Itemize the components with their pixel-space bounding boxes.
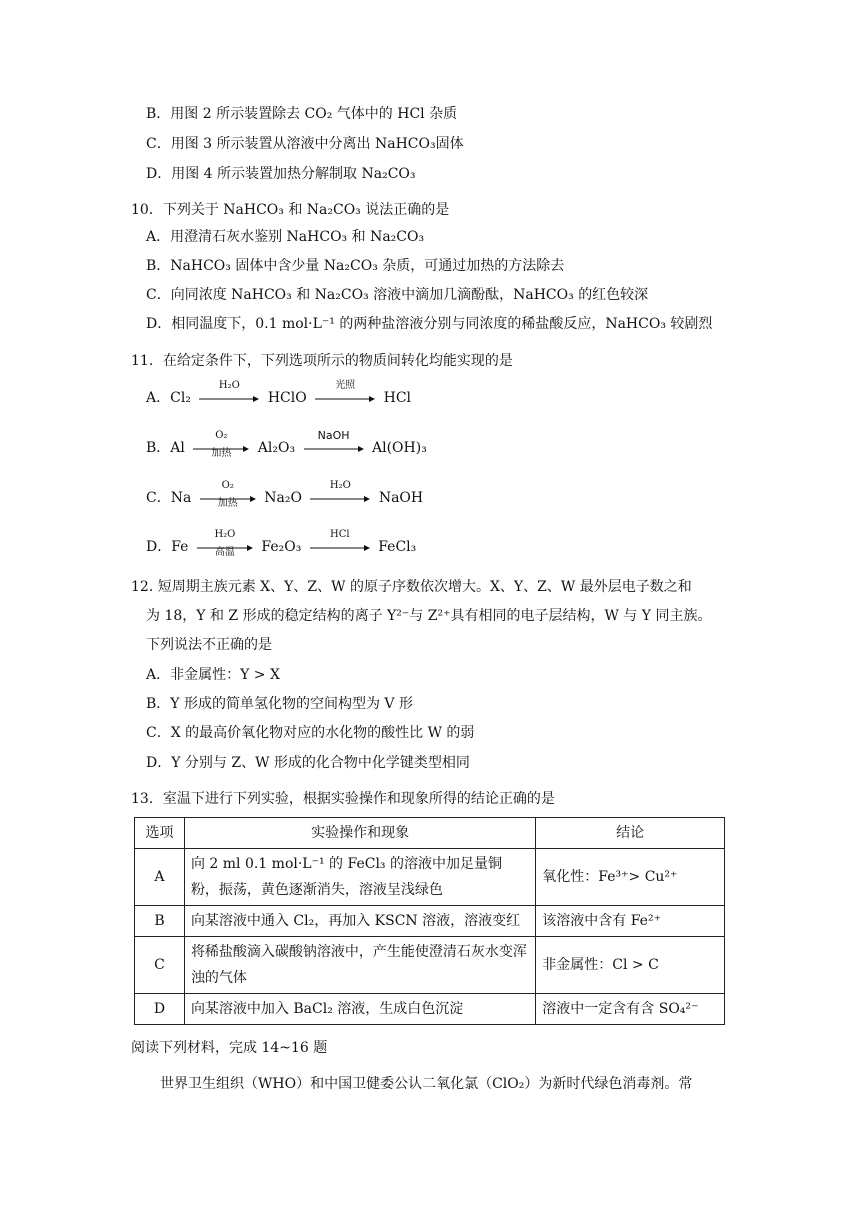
q12-stem-line-3: 下列说法不正确的是 — [146, 637, 272, 653]
option-label: A． — [146, 390, 171, 406]
condition-label: O₂ — [221, 480, 234, 491]
species: HCl — [383, 390, 412, 406]
q10-option-b: B．NaHCO₃ 固体中含少量 Na₂CO₃ 杂质，可通过加热的方法除去 — [146, 258, 565, 274]
reaction-arrow — [200, 480, 256, 509]
condition-label: NaOH — [317, 429, 350, 442]
table-row — [135, 906, 725, 937]
option-cell: A — [135, 849, 185, 906]
column-header: 实验操作和现象 — [184, 818, 535, 849]
q10-option-c: C．向同浓度 NaHCO₃ 和 Na₂CO₃ 溶液中滴加几滴酚酞，NaHCO₃ 的红色较深 — [146, 287, 649, 303]
option-label: D． — [146, 539, 172, 555]
species: FeCl₃ — [378, 539, 417, 555]
reaction-arrow — [199, 380, 259, 408]
condition-label: H₂O — [329, 480, 351, 491]
species: HClO — [267, 390, 307, 406]
q11-option-d — [146, 529, 417, 558]
table-row — [135, 994, 725, 1025]
q12-stem-line-2: 为 18，Y 和 Z 形成的稳定结构的离子 Y²⁻与 Z²⁺具有相同的电子层结构，W 与 Y 同主族。 — [146, 608, 712, 624]
q9-option-b: B．用图 2 所示装置除去 CO₂ 气体中的 HCl 杂质 — [146, 106, 458, 122]
reading-paragraph: 世界卫生组织（WHO）和中国卫健委公认二氧化氯（ClO₂）为新时代绿色消毒剂。常 — [160, 1076, 693, 1092]
table-header-row — [135, 818, 725, 849]
condition-label: H₂O — [218, 380, 240, 391]
q9-option-c: C．用图 3 所示装置从溶液中分离出 NaHCO₃固体 — [146, 136, 464, 152]
species: Fe — [171, 539, 189, 555]
operation-cell: 向某溶液中通入 Cl₂，再加入 KSCN 溶液，溶液变红 — [184, 906, 535, 937]
option-cell: B — [135, 906, 185, 937]
species: Al — [170, 440, 185, 456]
option-label: C． — [146, 490, 171, 506]
species: NaOH — [378, 490, 424, 506]
condition-label: 高温 — [214, 547, 235, 558]
operation-cell: 将稀盐酸滴入碳酸钠溶液中，产生能使澄清石灰水变浑浊的气体 — [184, 937, 535, 994]
condition-label: HCl — [329, 529, 350, 540]
condition-label: 光照 — [335, 380, 356, 391]
reaction-arrow — [310, 529, 370, 557]
table-row — [135, 849, 725, 906]
q12-option-b: B．Y 形成的简单氢化物的空间构型为 V 形 — [146, 696, 413, 712]
reaction-arrow — [197, 529, 253, 558]
option-label: B． — [146, 440, 171, 456]
q12-stem-line-1: 12. 短周期主族元素 X、Y、Z、W 的原子序数依次增大。X、Y、Z、W 最外层电子数之和 — [131, 579, 692, 595]
reaction-arrow — [304, 429, 364, 458]
reaction-arrow — [193, 430, 249, 459]
condition-label: 加热 — [211, 448, 232, 459]
operation-cell: 向某溶液中加入 BaCl₂ 溶液，生成白色沉淀 — [184, 994, 535, 1025]
q11-option-a — [146, 380, 412, 408]
option-cell: C — [135, 937, 185, 994]
q12-option-a: A．非金属性：Y > X — [146, 667, 280, 683]
q11-stem: 11．在给定条件下，下列选项所示的物质间转化均能实现的是 — [131, 353, 513, 369]
conclusion-cell: 该溶液中含有 Fe²⁺ — [536, 906, 725, 937]
reaction-arrow — [315, 380, 375, 408]
q11-option-b — [146, 429, 427, 459]
q10-option-a: A．用澄清石灰水鉴别 NaHCO₃ 和 Na₂CO₃ — [146, 229, 425, 245]
conclusion-cell: 溶液中一定含有含 SO₄²⁻ — [536, 994, 725, 1025]
species: Fe₂O₃ — [261, 539, 302, 555]
reaction-arrow — [310, 480, 370, 508]
species: Al(OH)₃ — [372, 440, 427, 456]
q10-stem: 10．下列关于 NaHCO₃ 和 Na₂CO₃ 说法正确的是 — [131, 202, 450, 218]
reading-intro: 阅读下列材料，完成 14~16 题 — [131, 1040, 328, 1056]
q12-option-c: C．X 的最高价氧化物对应的水化物的酸性比 W 的弱 — [146, 725, 475, 741]
experiment-table — [134, 817, 725, 1025]
operation-cell: 向 2 ml 0.1 mol·L⁻¹ 的 FeCl₃ 的溶液中加足量铜粉，振荡，黄色逐渐消失，溶液呈浅绿色 — [184, 849, 535, 906]
q11-option-c — [146, 480, 424, 509]
conclusion-cell: 氧化性：Fe³⁺> Cu²⁺ — [536, 849, 725, 906]
condition-label: O₂ — [215, 430, 228, 441]
conclusion-cell: 非金属性：Cl > C — [536, 937, 725, 994]
column-header: 选项 — [135, 818, 185, 849]
q9-option-d: D．用图 4 所示装置加热分解制取 Na₂CO₃ — [146, 166, 416, 182]
q12-option-d: D．Y 分别与 Z、W 形成的化合物中化学键类型相同 — [146, 755, 470, 771]
species: Cl₂ — [170, 390, 191, 406]
species: Na — [170, 490, 192, 506]
species: Al₂O₃ — [257, 440, 296, 456]
condition-label: H₂O — [214, 529, 236, 540]
column-header: 结论 — [536, 818, 725, 849]
condition-label: 加热 — [217, 498, 238, 509]
q10-option-d: D．相同温度下，0.1 mol·L⁻¹ 的两种盐溶液分别与同浓度的稀盐酸反应，NaHCO₃ 较剧烈 — [146, 316, 713, 332]
table-row — [135, 937, 725, 994]
species: Na₂O — [264, 490, 302, 506]
option-cell: D — [135, 994, 185, 1025]
q13-stem: 13．室温下进行下列实验，根据实验操作和现象所得的结论正确的是 — [131, 791, 555, 807]
